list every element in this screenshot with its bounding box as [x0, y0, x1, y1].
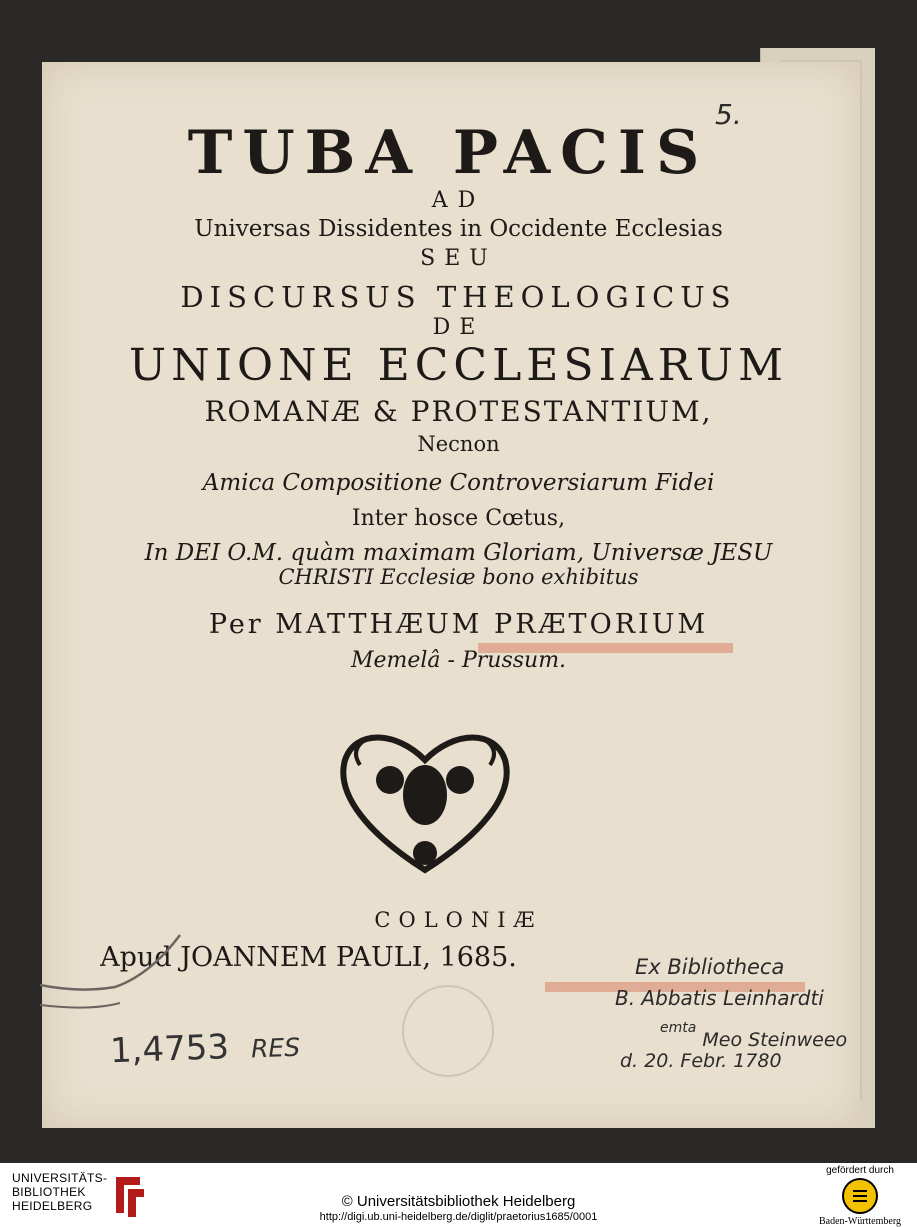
title-universas: Universas Dissidentes in Occidente Ecclesias — [194, 216, 723, 242]
provenance-note-line2: B. Abbatis Leinhardti — [615, 986, 824, 1010]
title-discursus: DISCURSUS THEOLOGICUS — [180, 280, 737, 314]
provenance-note-line3 — [640, 1020, 847, 1051]
author-origin: Memelâ - Prussum. — [350, 648, 567, 673]
title-amica: Amica Compositione Controversiarum Fidei — [202, 470, 715, 496]
title-unione: UNIONE ECCLESIARUM — [129, 340, 788, 391]
shelfmark-suffix: RES — [250, 1032, 301, 1064]
title-de: DE — [432, 315, 485, 340]
title-seu: SEU — [420, 246, 497, 271]
copyright-notice: © Universitätsbibliothek Heidelberg — [341, 1193, 576, 1210]
sponsor-name: Baden-Württemberg — [818, 1216, 901, 1227]
imprint-place: COLONIÆ — [374, 908, 543, 932]
title-in-dei: In DEI O.M. quàm maximam Gloriam, Universæ JESU — [144, 540, 773, 566]
provenance-note-line4: Meo Steinweeo — [702, 1029, 848, 1051]
title-necnon: Necnon — [417, 432, 500, 456]
provenance-note-line5: d. 20. Febr. 1780 — [620, 1050, 782, 1072]
imprint-printer: Apud JOANNEM PAULI, 1685. — [100, 942, 517, 973]
page-number: 5. — [715, 98, 742, 131]
bw-crest-icon — [842, 1178, 878, 1214]
main-title: TUBA PACIS — [187, 118, 710, 188]
shelfmark-number: 1,4753 — [109, 1027, 230, 1072]
title-ad: AD — [431, 188, 486, 213]
title-inter: Inter hosce Cœtus, — [351, 506, 566, 531]
sponsor-block — [815, 1165, 905, 1227]
binding-thread-icon — [40, 915, 190, 1055]
provenance-note-emta: emta — [660, 1020, 697, 1036]
library-name-line2: BIBLIOTHEK — [12, 1185, 86, 1199]
provenance-note-line1: Ex Bibliotheca — [635, 955, 785, 979]
title-christi: CHRISTI Ecclesiæ bono exhibitus — [278, 565, 639, 589]
author-line: Per MATTHÆUM PRÆTORIUM — [208, 609, 709, 640]
footer-bar — [0, 1163, 917, 1227]
sponsor-label: gefördert durch — [826, 1165, 894, 1176]
faded-library-stamp — [402, 985, 494, 1077]
permalink[interactable]: http://digi.ub.uni-heidelberg.de/diglit/praetorius1685/0001 — [319, 1211, 598, 1223]
library-name-line3: HEIDELBERG — [12, 1199, 93, 1213]
title-romanae: ROMANÆ & PROTESTANTIUM, — [204, 395, 713, 428]
printer-ornament-icon — [330, 725, 520, 875]
library-name-line1: UNIVERSITÄTS- — [12, 1171, 108, 1185]
